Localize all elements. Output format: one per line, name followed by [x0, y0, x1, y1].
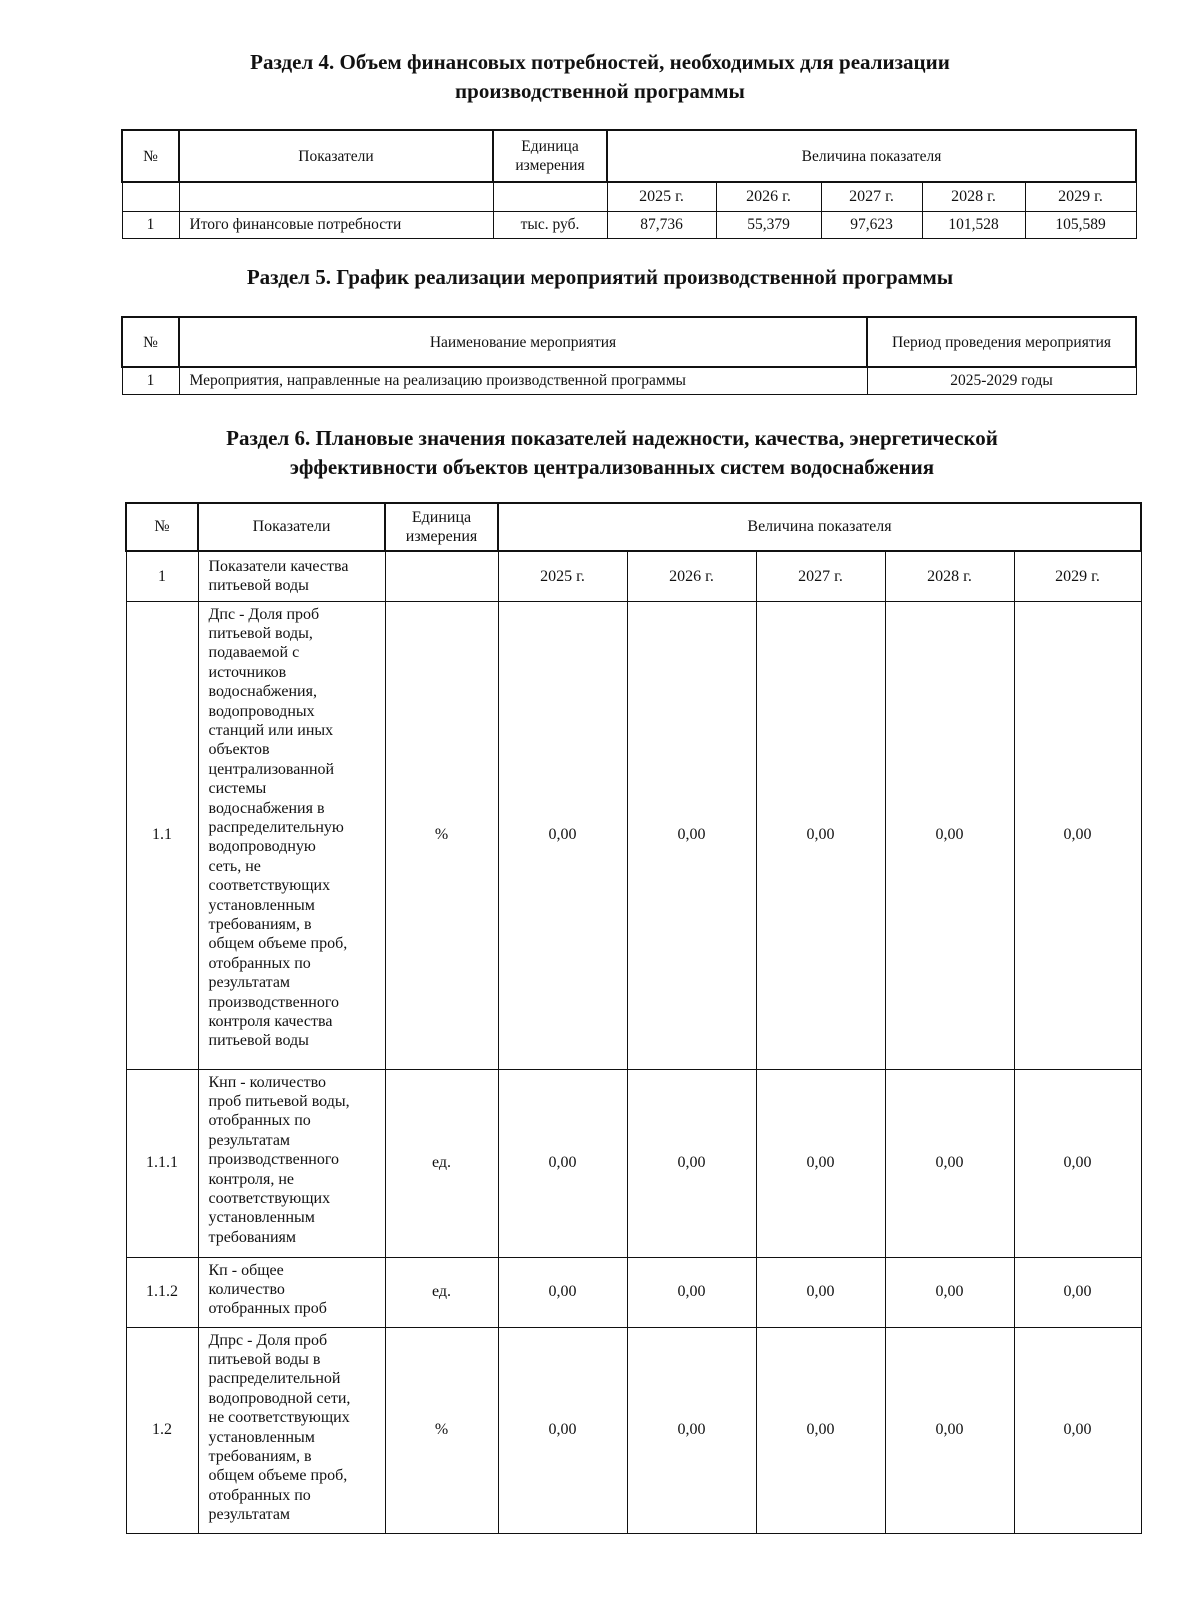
- water-quality-indicators-table: [125, 502, 1142, 1534]
- section-6-title: [12, 424, 1200, 482]
- row-description-line: не соответствующих: [208, 1409, 350, 1427]
- year-header: 2026 г.: [627, 551, 756, 601]
- row-value: 0,00: [498, 601, 627, 1069]
- row-value: 97,623: [821, 211, 922, 238]
- row-unit: ед.: [385, 1069, 498, 1257]
- row-value: 0,00: [756, 1327, 885, 1533]
- row-num: 1.1: [126, 601, 198, 1069]
- header-value: Величина показателя: [498, 503, 1141, 551]
- row-value: 0,00: [498, 1327, 627, 1533]
- row-period: 2025-2029 годы: [867, 367, 1136, 394]
- row-value: 87,736: [607, 211, 716, 238]
- group-num: 1: [126, 551, 198, 601]
- row-description-line: питьевой воды,: [208, 624, 313, 642]
- row-value: 0,00: [627, 1069, 756, 1257]
- row-unit: %: [385, 1327, 498, 1533]
- row-value: 0,00: [756, 1257, 885, 1327]
- row-value: 0,00: [498, 1069, 627, 1257]
- section-4-title-line-1: Раздел 4. Объем финансовых потребностей, необходимых для реализации: [250, 50, 950, 74]
- row-description-line: подаваемой с: [208, 644, 300, 662]
- row-description-line: установленным: [208, 896, 315, 914]
- year-header: 2028 г.: [922, 182, 1025, 211]
- row-value: 0,00: [1014, 1327, 1141, 1533]
- row-description-line: питьевой воды в: [208, 1350, 321, 1368]
- row-value: 0,00: [885, 1257, 1014, 1327]
- row-description: [198, 1327, 385, 1533]
- row-description-line: системы: [208, 780, 267, 798]
- table-row: [122, 367, 1136, 394]
- row-description-line: станций или иных: [208, 721, 334, 739]
- row-description-line: производственного: [208, 993, 340, 1011]
- row-value: 0,00: [885, 601, 1014, 1069]
- row-unit: %: [385, 601, 498, 1069]
- header-value: Величина показателя: [607, 130, 1136, 182]
- row-description-line: общем объеме проб,: [208, 1467, 348, 1485]
- row-description-line: централизованной: [208, 760, 335, 778]
- header-num: №: [122, 130, 179, 182]
- row-description-line: отобранных по: [208, 954, 311, 972]
- row-description-line: установленным: [208, 1428, 315, 1446]
- row-description: [198, 1069, 385, 1257]
- year-header: 2025 г.: [607, 182, 716, 211]
- row-num: 1: [122, 211, 179, 238]
- header-unit: Единица измерения: [493, 130, 607, 182]
- row-description-line: питьевой воды: [208, 1032, 309, 1050]
- row-value: 105,589: [1025, 211, 1136, 238]
- row-description-line: производственного: [208, 1151, 340, 1169]
- row-value: 0,00: [756, 1069, 885, 1257]
- row-unit: ед.: [385, 1257, 498, 1327]
- row-value: 0,00: [627, 1257, 756, 1327]
- row-description-line: водоснабжения,: [208, 683, 317, 701]
- row-value: 55,379: [716, 211, 821, 238]
- row-description-line: объектов: [208, 741, 270, 759]
- year-header: 2027 г.: [756, 551, 885, 601]
- row-description: [198, 601, 385, 1069]
- row-description-line: сеть, не: [208, 857, 261, 875]
- table-row: [122, 211, 1136, 238]
- year-header: 2029 г.: [1025, 182, 1136, 211]
- row-description-line: установленным: [208, 1209, 315, 1227]
- activities-schedule-table: [121, 316, 1137, 395]
- row-description-line: Кнп - количество: [208, 1073, 327, 1091]
- table-row: [126, 1069, 1141, 1257]
- header-activity-name: Наименование мероприятия: [179, 317, 867, 367]
- row-description-line: количество: [208, 1280, 285, 1298]
- header-indicator: Показатели: [198, 503, 385, 551]
- section-6-title-line-2: эффективности объектов централизованных систем водоснабжения: [289, 455, 935, 479]
- row-description-line: результатам: [208, 974, 291, 992]
- section-6-title-line-1: Раздел 6. Плановые значения показателей надежности, качества, энергетической: [226, 426, 998, 450]
- row-value: 0,00: [1014, 601, 1141, 1069]
- row-value: 0,00: [885, 1069, 1014, 1257]
- row-num: 1.1.2: [126, 1257, 198, 1327]
- financial-needs-table: [121, 129, 1137, 239]
- section-5-title: Раздел 5. График реализации мероприятий производственной программы: [246, 265, 954, 289]
- header-indicator: Показатели: [179, 130, 493, 182]
- row-description: [198, 1257, 385, 1327]
- row-value: 0,00: [498, 1257, 627, 1327]
- row-description-line: требованиям, в: [208, 916, 312, 933]
- header-num: №: [122, 317, 179, 367]
- row-num: 1: [122, 367, 179, 394]
- row-description-line: водопроводную: [208, 838, 316, 856]
- row-description-line: распределительной: [208, 1370, 341, 1388]
- row-num: 1.1.1: [126, 1069, 198, 1257]
- header-unit: Единица измерения: [385, 503, 498, 551]
- row-description-line: водопроводных: [208, 702, 315, 720]
- row-name: Итого финансовые потребности: [179, 211, 493, 238]
- row-activity-name: Мероприятия, направленные на реализацию производственной программы: [179, 367, 867, 394]
- row-description-line: водопроводной сети,: [208, 1389, 351, 1407]
- row-description-line: водоснабжения в: [208, 799, 325, 817]
- row-value: 0,00: [1014, 1069, 1141, 1257]
- row-description-line: результатам: [208, 1131, 291, 1149]
- year-header: 2025 г.: [498, 551, 627, 601]
- year-header: 2026 г.: [716, 182, 821, 211]
- row-description-line: соответствующих: [208, 877, 331, 895]
- row-value: 0,00: [627, 601, 756, 1069]
- row-description-line: распределительную: [208, 818, 344, 836]
- row-description-line: требованиям, в: [208, 1447, 312, 1465]
- header-num: №: [126, 503, 198, 551]
- empty-cell: [179, 182, 493, 211]
- row-description-line: контроля качества: [208, 1013, 333, 1031]
- row-description-line: Дпрс - Доля проб: [208, 1331, 328, 1349]
- row-description-line: источников: [208, 663, 287, 681]
- row-unit: тыс. руб.: [493, 211, 607, 238]
- row-value: 0,00: [885, 1327, 1014, 1533]
- row-description-line: Дпс - Доля проб: [208, 605, 320, 623]
- empty-cell: [122, 182, 179, 211]
- year-header: 2028 г.: [885, 551, 1014, 601]
- year-header: 2029 г.: [1014, 551, 1141, 601]
- row-description-line: результатам: [208, 1506, 291, 1524]
- row-description-line: контроля, не: [208, 1170, 295, 1188]
- row-value: 0,00: [756, 601, 885, 1069]
- table-row: [126, 1327, 1141, 1533]
- empty-cell: [385, 551, 498, 601]
- row-description-line: соответствующих: [208, 1189, 331, 1207]
- row-value: 101,528: [922, 211, 1025, 238]
- row-value: 0,00: [627, 1327, 756, 1533]
- row-value: 0,00: [1014, 1257, 1141, 1327]
- group-name: Показатели качества питьевой воды: [198, 551, 385, 601]
- section-4-title: [0, 48, 1200, 106]
- table-row: [126, 601, 1141, 1069]
- row-description-line: отобранных по: [208, 1112, 311, 1130]
- row-description-line: Кп - общее: [208, 1261, 284, 1279]
- section-4-title-line-2: производственной программы: [455, 79, 745, 103]
- row-description-line: общем объеме проб,: [208, 935, 348, 953]
- year-header: 2027 г.: [821, 182, 922, 211]
- row-description-line: проб питьевой воды,: [208, 1092, 350, 1110]
- empty-cell: [493, 182, 607, 211]
- header-period: Период проведения мероприятия: [867, 317, 1136, 367]
- row-description-line: отобранных по: [208, 1486, 311, 1504]
- table-row: [126, 1257, 1141, 1327]
- row-num: 1.2: [126, 1327, 198, 1533]
- row-description-line: отобранных проб: [208, 1300, 327, 1318]
- row-description-line: требованиям: [208, 1228, 296, 1246]
